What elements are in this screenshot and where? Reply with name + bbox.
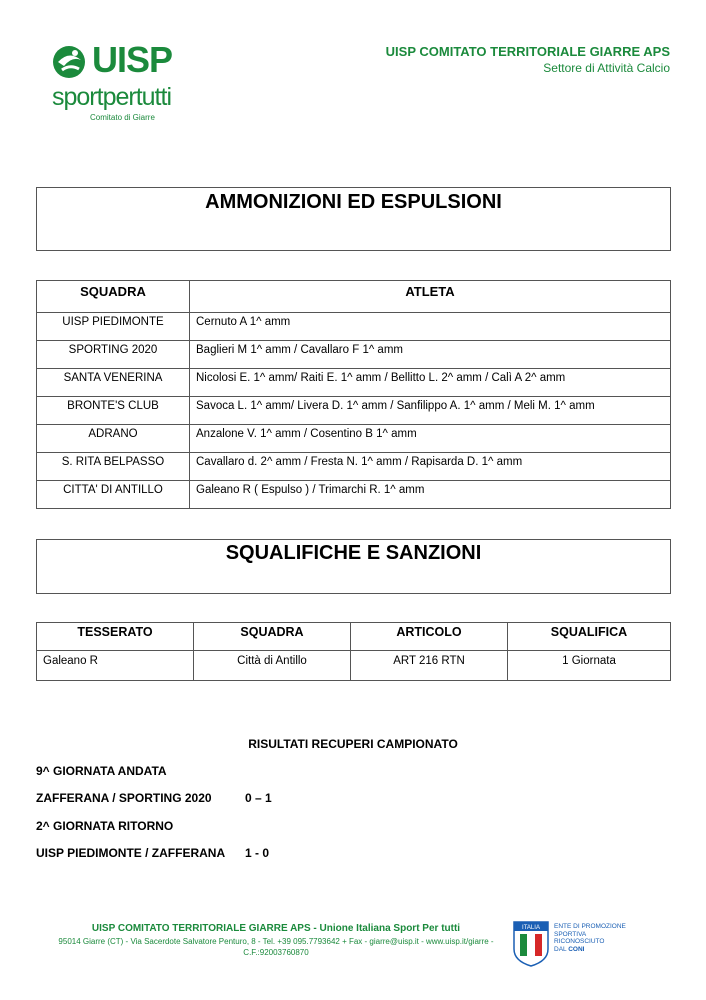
- table-row: [37, 425, 671, 453]
- team-cell: S. RITA BELPASSO: [37, 453, 190, 481]
- org-name: UISP COMITATO TERRITORIALE GIARRE APS: [385, 44, 670, 59]
- footer-title: UISP COMITATO TERRITORIALE GIARRE APS - Unione Italiana Sport Per tutti: [91, 923, 461, 934]
- cautions-title-box: [36, 187, 671, 251]
- article-cell: ART 216 RTN: [351, 651, 508, 681]
- organization-header: [386, 44, 670, 76]
- table-row: [37, 369, 671, 397]
- team-cell: UISP PIEDIMONTE: [37, 313, 190, 341]
- coni-dal: DAL: [554, 945, 567, 953]
- table-row: [37, 341, 671, 369]
- table-row: [37, 651, 671, 681]
- team-cell: SPORTING 2020: [37, 341, 190, 369]
- header-squalifica: SQUALIFICA: [508, 623, 671, 651]
- team-cell: BRONTE'S CLUB: [37, 397, 190, 425]
- athletes-cell: Baglieri M 1^ amm / Cavallaro F 1^ amm: [190, 341, 671, 369]
- header-tesserato: TESSERATO: [37, 623, 194, 651]
- team-cell: ADRANO: [37, 425, 190, 453]
- header-articolo: ARTICOLO: [351, 623, 508, 651]
- team-cell: SANTA VENERINA: [37, 369, 190, 397]
- logo-brand: UISP: [92, 39, 173, 80]
- match1-score: 0 – 1: [245, 791, 272, 805]
- cautions-title: AMMONIZIONI ED ESPULSIONI: [205, 191, 502, 213]
- org-sector: Settore di Attività Calcio: [543, 61, 670, 75]
- table-row: [37, 397, 671, 425]
- table-row: [37, 481, 671, 509]
- coni-line2: SPORTIVA: [554, 930, 587, 938]
- results-title: [0, 737, 706, 751]
- coni-line1: ENTE DI PROMOZIONE: [554, 923, 626, 930]
- header-atleta: ATLETA: [190, 281, 671, 313]
- table-row: [37, 313, 671, 341]
- sanctions-table: [36, 622, 671, 681]
- coni-shield-label: ITALIA: [522, 925, 540, 931]
- cautions-table: [36, 280, 671, 509]
- athletes-cell: Anzalone V. 1^ amm / Cosentino B 1^ amm: [190, 425, 671, 453]
- coni-badge: [513, 921, 633, 969]
- footer-address: 95014 Giarre (CT) - Via Sacerdote Salvatore Penturo, 8 - Tel. +39 095.7793642 + Fax - giarre@uisp.it - www.uisp.it/giarre -: [58, 937, 494, 946]
- coni-line4: [554, 946, 626, 954]
- match2-teams: UISP PIEDIMONTE / ZAFFERANA: [36, 846, 226, 860]
- coni-text: [554, 923, 626, 953]
- logo-tagline: sportpertutti: [52, 83, 172, 111]
- uisp-runner-icon: [50, 42, 90, 80]
- round2-label: 2^ GIORNATA RITORNO: [36, 819, 174, 833]
- coni-line3: RICONOSCIUTO: [554, 938, 605, 945]
- table-header-row: [37, 623, 671, 651]
- table-row: [37, 453, 671, 481]
- athletes-cell: Cernuto A 1^ amm: [190, 313, 671, 341]
- match2-score: 1 - 0: [245, 846, 270, 860]
- footer: [36, 922, 516, 958]
- sanctions-title-box: [36, 539, 671, 594]
- athletes-cell: Cavallaro d. 2^ amm / Fresta N. 1^ amm / Rapisarda D. 1^ amm: [190, 453, 671, 481]
- coni-name: CONI: [568, 945, 585, 953]
- results-title-text: RISULTATI RECUPERI CAMPIONATO: [248, 737, 458, 751]
- table-header-row: [37, 281, 671, 313]
- athletes-cell: Savoca L. 1^ amm/ Livera D. 1^ amm / Sanfilippo A. 1^ amm / Meli M. 1^ amm: [190, 397, 671, 425]
- round1-label: 9^ GIORNATA ANDATA: [36, 764, 167, 778]
- athletes-cell: Galeano R ( Espulso ) / Trimarchi R. 1^ amm: [190, 481, 671, 509]
- coni-shield-icon: [513, 921, 549, 967]
- uisp-logo: [50, 40, 195, 125]
- header-squadra: SQUADRA: [37, 281, 190, 313]
- member-cell: Galeano R: [37, 651, 194, 681]
- sanctions-title: SQUALIFICHE E SANZIONI: [225, 542, 482, 564]
- footer-tax-code: C.F.:92003760870: [243, 948, 309, 957]
- ban-cell: 1 Giornata: [508, 651, 671, 681]
- team-cell: Città di Antillo: [194, 651, 351, 681]
- team-cell: CITTA' DI ANTILLO: [37, 481, 190, 509]
- logo-sub: Comitato di Giarre: [90, 113, 155, 122]
- match1-teams: ZAFFERANA / SPORTING 2020: [36, 791, 212, 805]
- athletes-cell: Nicolosi E. 1^ amm/ Raiti E. 1^ amm / Bellitto L. 2^ amm / Calì A 2^ amm: [190, 369, 671, 397]
- header-squadra: SQUADRA: [194, 623, 351, 651]
